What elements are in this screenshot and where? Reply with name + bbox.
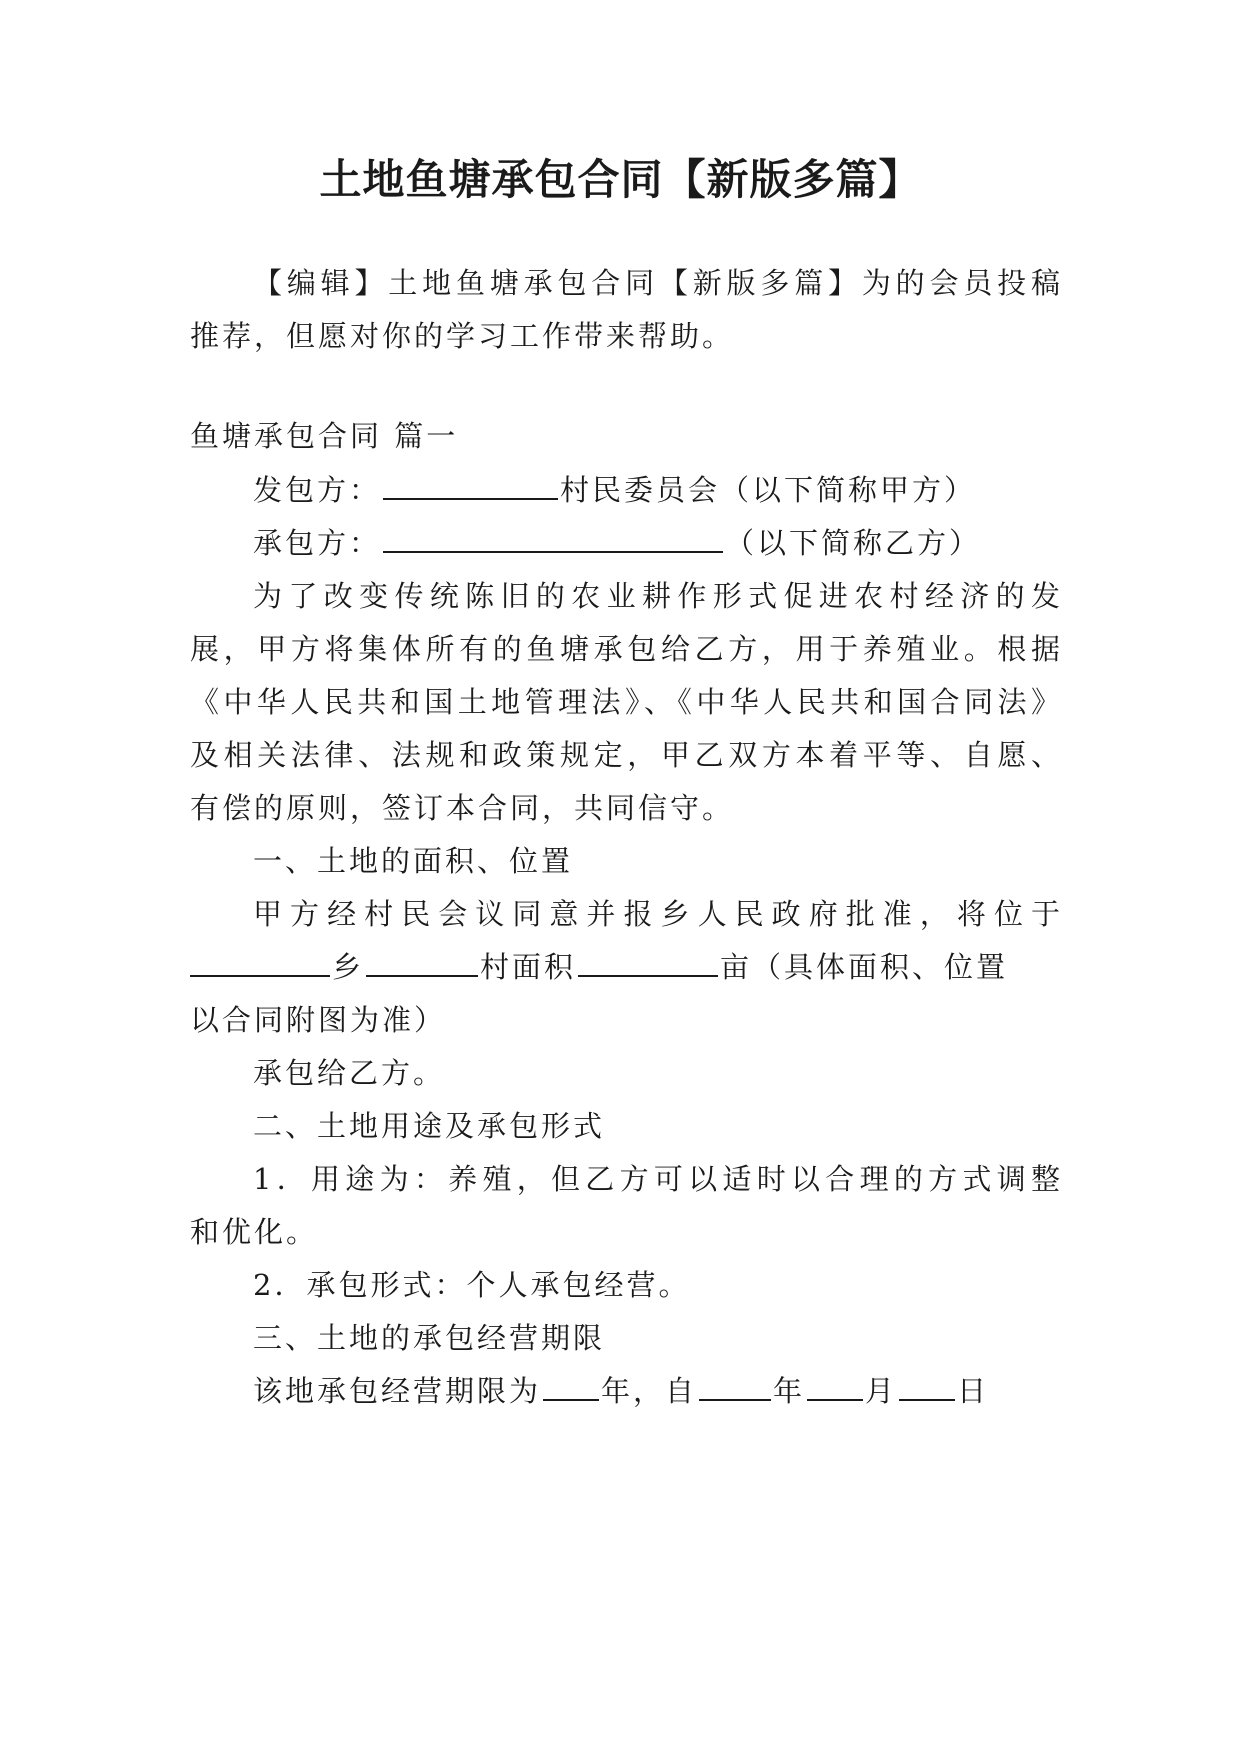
clause3-line-1	[253, 1371, 1060, 1411]
clause2-item1-line-1: 1．用途为：养殖，但乙方可以适时以合理的方式调整	[253, 1162, 1060, 1196]
preamble-line-4: 及相关法律、法规和政策规定，甲乙双方本着平等、自愿、	[190, 738, 1060, 772]
party-fabao	[253, 470, 1060, 510]
term-year-label: 年	[773, 1374, 806, 1408]
cun-blank	[366, 949, 478, 977]
mu-label: 亩（具体面积、位置	[720, 950, 1009, 984]
clause2-heading: 二、土地用途及承包形式	[253, 1109, 606, 1143]
start-day-blank	[899, 1373, 955, 1401]
clause1-line-1: 甲方经村民会议同意并报乡人民政府批准，将位于	[253, 897, 1060, 931]
clause2-item2: 2．承包形式：个人承包经营。	[253, 1268, 691, 1302]
preamble-line-2: 展，甲方将集体所有的鱼塘承包给乙方，用于养殖业。根据	[190, 632, 1060, 666]
years-blank	[543, 1373, 599, 1401]
fabao-blank	[383, 472, 558, 500]
term-month-label: 月	[865, 1374, 898, 1408]
term-nian-label: 年，自	[601, 1374, 698, 1408]
term-prefix: 该地承包经营期限为	[253, 1374, 542, 1408]
preamble-line-3: 《中华人民共和国土地管理法》、《中华人民共和国合同法》	[190, 685, 1060, 719]
clause3-heading: 三、土地的承包经营期限	[253, 1321, 606, 1355]
chengbao-blank	[383, 525, 723, 553]
clause2-item1-line-2: 和优化。	[190, 1215, 319, 1249]
preamble-line-5: 有偿的原则，签订本合同，共同信守。	[190, 791, 735, 825]
cun-label: 村面积	[480, 950, 577, 984]
fabao-label: 发包方：	[253, 473, 382, 507]
section-heading: 鱼塘承包合同 篇一	[190, 419, 459, 453]
intro-line-2: 推荐，但愿对你的学习工作带来帮助。	[190, 319, 735, 353]
fabao-suffix: 村民委员会（以下简称甲方）	[560, 473, 977, 507]
party-chengbao	[253, 523, 1060, 563]
clause1-line-3: 以合同附图为准）	[190, 1003, 447, 1037]
chengbao-suffix: （以下简称乙方）	[725, 526, 982, 560]
xiang-blank	[190, 949, 330, 977]
xiang-label: 乡	[332, 950, 365, 984]
start-month-blank	[807, 1373, 863, 1401]
clause1-line-4: 承包给乙方。	[253, 1056, 446, 1090]
start-year-blank	[699, 1373, 771, 1401]
intro-line-1: 【编辑】土地鱼塘承包合同【新版多篇】为的会员投稿	[253, 266, 1060, 300]
clause1-heading: 一、土地的面积、位置	[253, 844, 574, 878]
chengbao-label: 承包方：	[253, 526, 382, 560]
mianji-blank	[578, 949, 718, 977]
term-day-label: 日	[957, 1374, 990, 1408]
clause1-line-2	[190, 947, 1060, 987]
document-title: 土地鱼塘承包合同【新版多篇】	[319, 155, 922, 204]
preamble-line-1: 为了改变传统陈旧的农业耕作形式促进农村经济的发	[253, 579, 1060, 613]
